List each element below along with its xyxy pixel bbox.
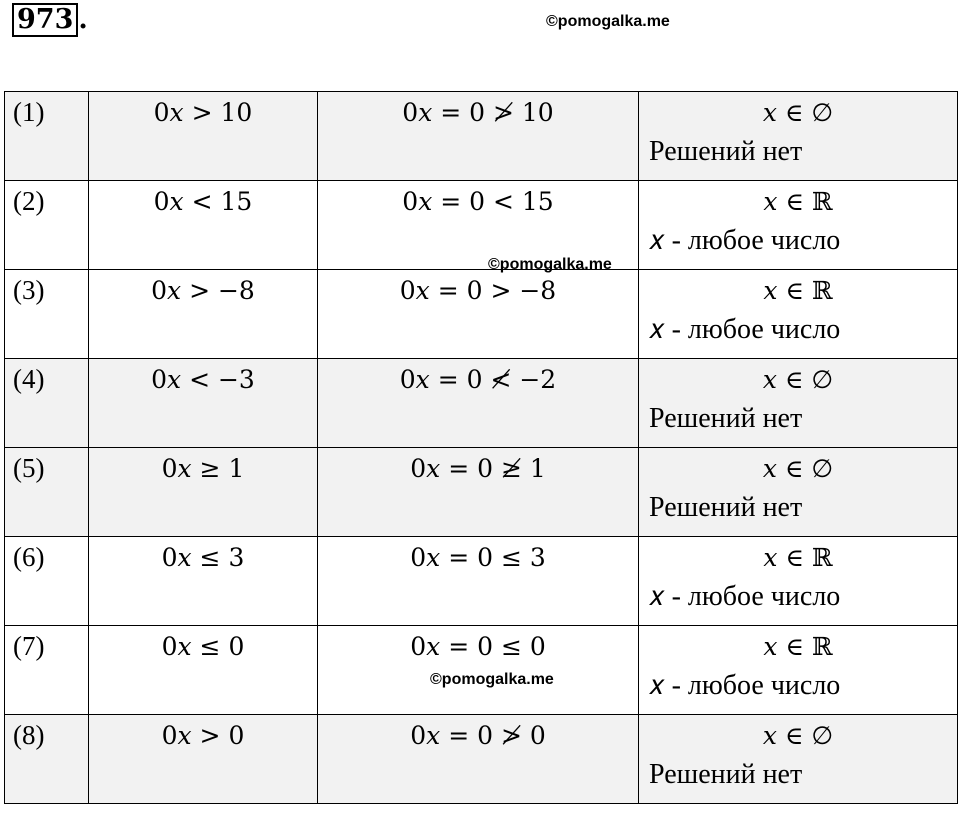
table-row-3 <box>5 270 958 359</box>
answer-cell <box>639 92 958 181</box>
problem-number-period: . <box>78 4 88 35</box>
substitution-check: 0𝑥 = 0 ≤ 0 <box>410 632 546 661</box>
inequality: 0𝑥 ≤ 0 <box>161 632 245 661</box>
table-row-1 <box>5 92 958 181</box>
inequality: 0𝑥 < 15 <box>153 187 253 216</box>
row-number: (2) <box>13 186 45 216</box>
solutions-table-body <box>5 92 958 804</box>
answer-cell <box>639 715 958 804</box>
solution-set: 𝑥 ∈ ℝ <box>763 543 833 572</box>
inequality: 0𝑥 ≥ 1 <box>161 454 245 483</box>
solution-note: 𝑥 - любое число <box>649 314 841 345</box>
table-row-7 <box>5 626 958 715</box>
answer-cell <box>639 537 958 626</box>
check-cell <box>318 626 639 715</box>
inequality-cell <box>89 92 318 181</box>
answer-cell <box>639 270 958 359</box>
table-row-5 <box>5 448 958 537</box>
problem-number <box>12 3 88 37</box>
substitution-check: 0𝑥 = 0 ≮ −2 <box>399 365 557 394</box>
problem-number-box: 973 <box>12 3 78 37</box>
solution-set: 𝑥 ∈ ∅ <box>762 98 834 127</box>
table-row-8 <box>5 715 958 804</box>
solution-set: 𝑥 ∈ ∅ <box>762 454 834 483</box>
inequality-cell <box>89 359 318 448</box>
solution-note: Решений нет <box>649 403 803 434</box>
row-number: (8) <box>13 720 45 750</box>
check-cell <box>318 537 639 626</box>
row-number: (4) <box>13 364 45 394</box>
check-cell <box>318 92 639 181</box>
table-row-6 <box>5 537 958 626</box>
inequality-cell <box>89 448 318 537</box>
check-cell <box>318 448 639 537</box>
inequality: 0𝑥 < −3 <box>151 365 255 394</box>
row-number: (3) <box>13 275 45 305</box>
table-row-2 <box>5 181 958 270</box>
inequality-cell <box>89 537 318 626</box>
solution-set: 𝑥 ∈ ℝ <box>763 187 833 216</box>
row-number-cell <box>5 626 89 715</box>
row-number: (6) <box>13 542 45 572</box>
table-row-4 <box>5 359 958 448</box>
substitution-check: 0𝑥 = 0 ≯ 0 <box>410 721 546 750</box>
inequality: 0𝑥 > 0 <box>161 721 245 750</box>
inequality-cell <box>89 270 318 359</box>
substitution-check: 0𝑥 = 0 < 15 <box>402 187 554 216</box>
check-cell <box>318 715 639 804</box>
watermark-middle: ©pomogalka.me <box>488 256 612 273</box>
substitution-check: 0𝑥 = 0 ≯ 10 <box>402 98 554 127</box>
check-cell <box>318 359 639 448</box>
inequality: 0𝑥 > 10 <box>153 98 253 127</box>
row-number: (5) <box>13 453 45 483</box>
solution-note: 𝑥 - любое число <box>649 225 841 256</box>
solution-set: 𝑥 ∈ ℝ <box>763 632 833 661</box>
row-number-cell <box>5 181 89 270</box>
answer-cell <box>639 359 958 448</box>
row-number-cell <box>5 537 89 626</box>
solution-note: Решений нет <box>649 759 803 790</box>
solution-set: 𝑥 ∈ ℝ <box>763 276 833 305</box>
substitution-check: 0𝑥 = 0 ≱ 1 <box>410 454 546 483</box>
row-number: (1) <box>13 97 45 127</box>
inequality-cell <box>89 626 318 715</box>
solution-note: 𝑥 - любое число <box>649 581 841 612</box>
substitution-check: 0𝑥 = 0 > −8 <box>399 276 557 305</box>
inequality-cell <box>89 715 318 804</box>
inequality: 0𝑥 ≤ 3 <box>161 543 245 572</box>
inequality-cell <box>89 181 318 270</box>
substitution-check: 0𝑥 = 0 ≤ 3 <box>410 543 546 572</box>
answer-cell <box>639 626 958 715</box>
solution-set: 𝑥 ∈ ∅ <box>762 365 834 394</box>
row-number-cell <box>5 359 89 448</box>
row-number-cell <box>5 270 89 359</box>
row-number-cell <box>5 715 89 804</box>
solution-note: Решений нет <box>649 136 803 167</box>
watermark-lower: ©pomogalka.me <box>430 671 554 688</box>
answer-cell <box>639 448 958 537</box>
solution-set: 𝑥 ∈ ∅ <box>762 721 834 750</box>
watermark-top: ©pomogalka.me <box>546 13 670 30</box>
solution-note: Решений нет <box>649 492 803 523</box>
inequality: 0𝑥 > −8 <box>151 276 255 305</box>
answer-cell <box>639 181 958 270</box>
solutions-table <box>4 91 958 804</box>
check-cell <box>318 270 639 359</box>
row-number-cell <box>5 448 89 537</box>
row-number: (7) <box>13 631 45 661</box>
solution-note: 𝑥 - любое число <box>649 670 841 701</box>
row-number-cell <box>5 92 89 181</box>
